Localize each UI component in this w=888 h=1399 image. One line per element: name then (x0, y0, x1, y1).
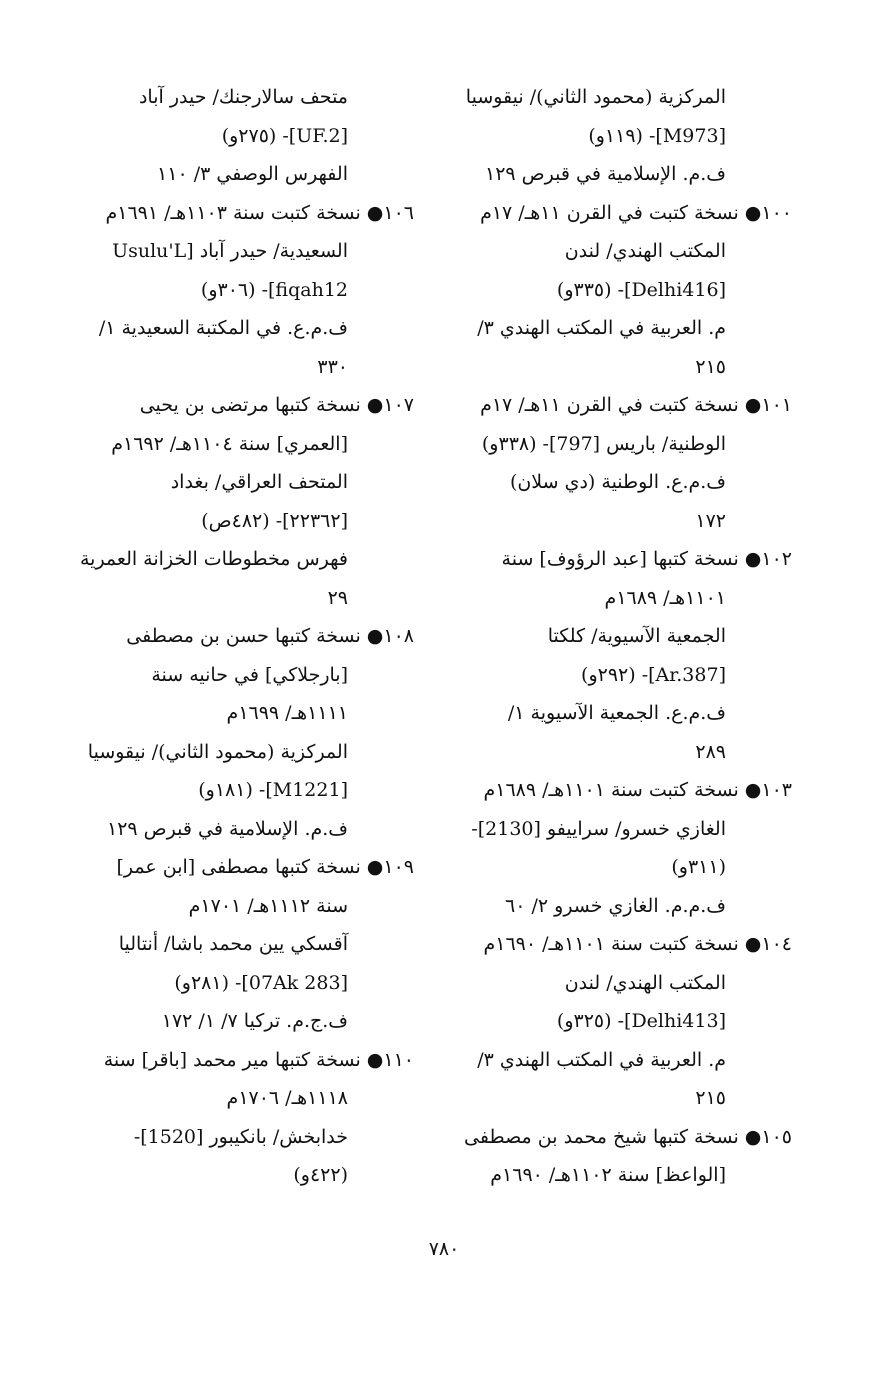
catalog-detail-line: الفهرس الوصفي ٣/ ١١٠ (157, 163, 348, 185)
catalog-detail-line: [Delhi416]- (٣٣٥و) (556, 278, 726, 301)
catalog-detail-line: [M973]- (١١٩و) (588, 124, 726, 147)
catalog-detail-line: آقسكي يين محمد باشا/ أنتاليا (118, 933, 348, 955)
catalog-detail-line: المكتب الهندي/ لندن (564, 971, 726, 994)
catalog-detail-line: fiqah12]- (٣٠٦و) (200, 278, 348, 301)
catalog-detail-line: [بارجلاكي] في حانيه سنة (151, 663, 348, 686)
catalog-entry-line: ١٠٠● نسخة كتبت في القرن ١١هـ/ ١٧م (480, 201, 792, 224)
page-number: ٧٨٠ (428, 1238, 460, 1260)
catalog-detail-line: ٢١٥ (695, 1087, 726, 1109)
catalog-entry-line: ١٠٢● نسخة كتبها [عبد الرؤوف] سنة (501, 548, 792, 570)
catalog-detail-line: [M1221]- (١٨١و) (198, 779, 348, 801)
catalog-detail-line: متحف سالارجنك/ حيدر آباد (138, 86, 348, 108)
catalog-detail-line: ف.م.م. الغازي خسرو ٢/ ٦٠ (505, 894, 726, 917)
catalog-detail-line: م. العربية في المكتب الهندي ٣/ (477, 1048, 726, 1071)
catalog-detail-line: م. العربية في المكتب الهندي ٣/ (477, 317, 726, 339)
catalog-detail-line: ٢٩ (327, 586, 348, 609)
catalog-detail-line: (٣١١و) (671, 856, 726, 878)
catalog-detail-line: ٢١٥ (695, 355, 726, 378)
catalog-detail-line: ف.ج.م. تركيا ٧/ ١/ ١٧٢ (161, 1010, 348, 1032)
catalog-detail-line: ١٧٢ (695, 509, 726, 532)
catalog-detail-line: [UF.2]- (٢٧٥و) (221, 124, 348, 147)
right-column (440, 78, 792, 1195)
catalog-detail-line: (٤٢٢و) (293, 1164, 348, 1186)
catalog-detail-line: المتحف العراقي/ بغداد (170, 471, 348, 493)
catalog-detail-line: ٣٣٠ (317, 355, 348, 378)
catalog-detail-line: المركزية (محمود الثاني)/ نيقوسيا (465, 86, 726, 108)
catalog-detail-line: [٢٢٣٦٢]- (٤٨٢ص) (201, 509, 348, 532)
catalog-detail-line: ف.م.ع. الجمعية الآسيوية ١/ (507, 702, 726, 724)
catalog-detail-line: سنة ١١١٢هـ/ ١٧٠١م (188, 894, 348, 917)
catalog-detail-line: [07Ak 283]- (٢٨١و) (174, 971, 348, 994)
catalog-detail-line: خدابخش/ بانكيبور [1520]- (133, 1125, 348, 1148)
catalog-entry-line: ١٠٦● نسخة كتبت سنة ١١٠٣هـ/ ١٦٩١م (105, 201, 414, 224)
catalog-entry-line: ١٠٣● نسخة كتبت سنة ١١٠١هـ/ ١٦٨٩م (483, 779, 792, 801)
catalog-detail-line: [Ar.387]- (٢٩٢و) (581, 663, 726, 686)
catalog-detail-line: الجمعية الآسيوية/ كلكتا (547, 625, 726, 647)
catalog-detail-line: ف.م. الإسلامية في قبرص ١٢٩ (485, 163, 726, 185)
catalog-detail-line: ف.م.ع. في المكتبة السعيدية ١/ (98, 317, 348, 339)
catalog-entry-line: ١٠٤● نسخة كتبت سنة ١١٠١هـ/ ١٦٩٠م (483, 933, 792, 955)
catalog-detail-line: المركزية (محمود الثاني)/ نيقوسيا (87, 740, 348, 763)
catalog-detail-line: ف.م. الإسلامية في قبرص ١٢٩ (107, 817, 348, 840)
catalog-detail-line: فهرس مخطوطات الخزانة العمرية (79, 548, 348, 570)
catalog-detail-line: المكتب الهندي/ لندن (564, 240, 726, 262)
catalog-detail-line: الوطنية/ باريس [797]- (٣٣٨و) (481, 432, 726, 455)
catalog-entry-line: ١٠٥● نسخة كتبها شيخ محمد بن مصطفى (464, 1125, 792, 1148)
catalog-entry-line: ١٠٧● نسخة كتبها مرتضى بن يحيى (139, 394, 414, 416)
catalog-entry-line: ١١٠● نسخة كتبها مير محمد [باقر] سنة (103, 1048, 414, 1071)
catalog-detail-line: الغازي خسرو/ سراييفو [2130]- (471, 817, 726, 840)
catalog-entry-line: ١٠٩● نسخة كتبها مصطفى [ابن عمر] (116, 856, 414, 878)
catalog-detail-line: ف.م.ع. الوطنية (دي سلان) (509, 471, 726, 493)
catalog-entry-line: ١٠٨● نسخة كتبها حسن بن مصطفى (126, 625, 414, 647)
catalog-detail-line: ١١١٨هـ/ ١٧٠٦م (226, 1087, 348, 1109)
catalog-detail-line: [الواعظ] سنة ١١٠٢هـ/ ١٦٩٠م (490, 1164, 726, 1186)
catalog-detail-line: ١١٠١هـ/ ١٦٨٩م (604, 586, 726, 609)
catalog-entry-line: ١٠١● نسخة كتبت في القرن ١١هـ/ ١٧م (480, 394, 792, 416)
catalog-detail-line: [Delhi413]- (٣٢٥و) (556, 1010, 726, 1032)
catalog-detail-line: [العمري] سنة ١١٠٤هـ/ ١٦٩٢م (111, 432, 348, 455)
catalog-detail-line: ١١١١هـ/ ١٦٩٩م (226, 702, 348, 724)
left-column (62, 78, 414, 1195)
catalog-detail-line: ٢٨٩ (695, 740, 726, 763)
catalog-detail-line: السعيدية/ حيدر آباد [Usulu'L (112, 240, 348, 262)
